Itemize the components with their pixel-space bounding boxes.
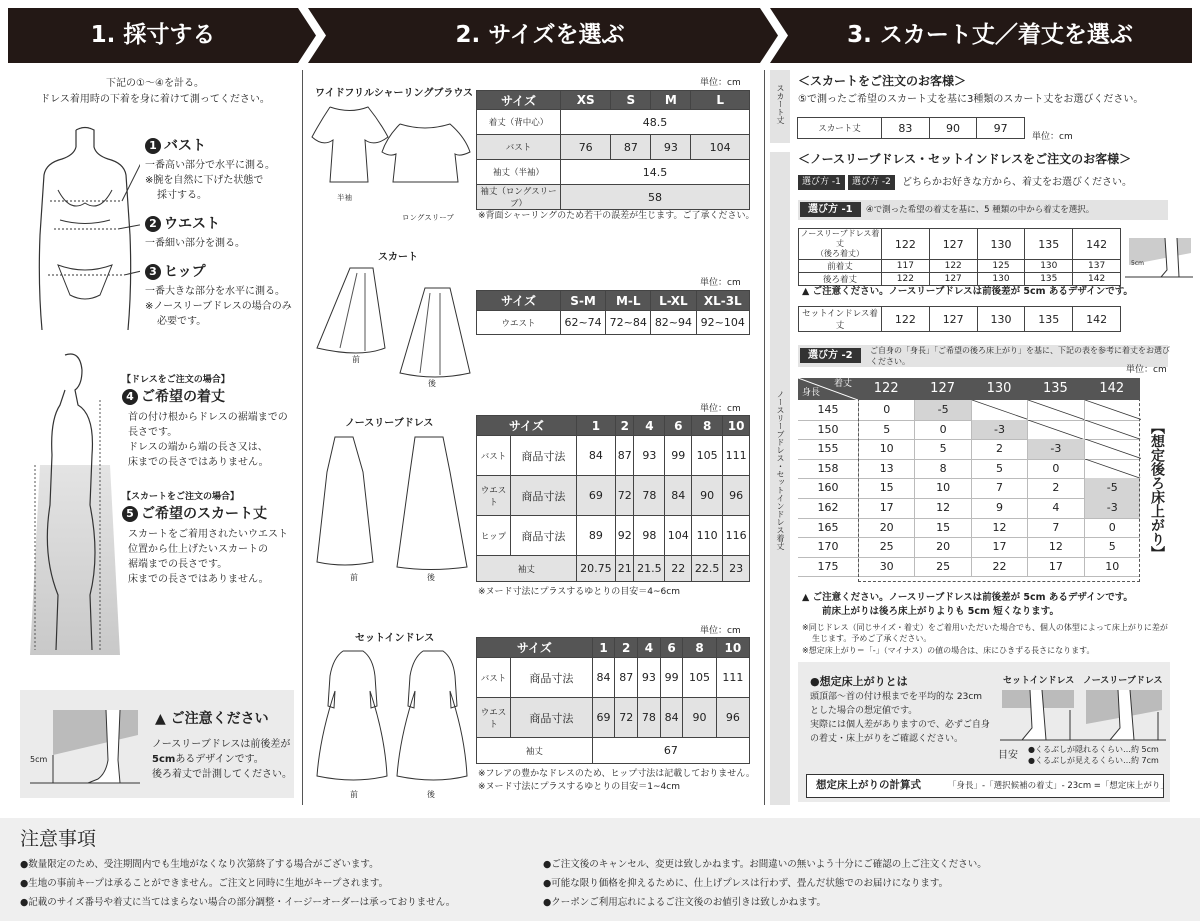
blouse-label-long: ロングスリーブ (402, 213, 454, 222)
dress-customer-desc: どちらかお好きな方から、着丈をお選びください。 (902, 177, 1132, 188)
skirt-desc-3: 裾端までの長さです。 (128, 559, 228, 570)
unit-label: 単位：cm (700, 78, 741, 88)
lookup-corner-top: 着丈 (834, 379, 853, 389)
lookup-cell: 10 (914, 478, 970, 498)
caution-heading: ▲ ご注意ください (155, 711, 269, 727)
step3-title: 3. スカート丈／着丈を選ぶ (847, 22, 1133, 48)
lookup-cell: 15 (914, 518, 970, 538)
length-desc-3: ドレスの端から端の長さ又は、 (128, 442, 268, 453)
skirt-desc-1: スカートをご着用されたいウエスト (128, 529, 288, 540)
caution-5cm-label: 5cm (30, 755, 48, 764)
caution-1: ▲ ご注意ください。ノースリーブドレスは前後差が 5cm あるデザインです。 (802, 286, 1133, 297)
setin-illustration (315, 646, 475, 786)
lookup-cell: 12 (971, 518, 1027, 538)
measure-intro-2: ドレス着用時の下着を身に着けて測ってください。 (40, 94, 270, 105)
lookup-cell: -3 (1084, 498, 1140, 518)
note-1b: 生じます。予めご了承ください。 (812, 634, 932, 643)
skirt-length-table: スカート丈 83 90 97 (797, 117, 1025, 139)
bust-desc-1: 一番高い部分で水平に測る。 (145, 160, 275, 171)
skirt-order-note: 【スカートをご注文の場合】 (122, 492, 240, 502)
lookup-cell: 13 (858, 459, 914, 479)
method-1-desc: ④で測った希望の着丈を基に、5 種類の中から着丈を選択。 (866, 205, 1095, 215)
sleeveless-label-back: 後 (427, 573, 435, 582)
warning-icon: ▲ (802, 592, 810, 603)
skirt-desc-4: 床までの長さではありません。 (128, 574, 269, 585)
lookup-cell: 25 (858, 537, 914, 557)
setin-note-1: ※フレアの豊かなドレスのため、ヒップ寸法は記載しておりません。 (478, 769, 755, 779)
formula-text: 「身長」-「選択候補の着丈」- 23cm =「想定床上がり」 (948, 781, 1169, 791)
caution-2a: ▲ ご注意ください。ノースリーブドレスは前後差が 5cm あるデザインです。 (802, 592, 1133, 603)
note-2: ※想定床上がり＝「-」（マイナス）の値の場合は、床にひきずる長さになります。 (802, 646, 1095, 655)
floor-rise-desc-4: の着丈・床上がりをご確認ください。 (810, 734, 964, 744)
num-1-icon: 1 (145, 138, 161, 154)
lookup-cell: -5 (914, 400, 970, 420)
side-tab-dress-label: ノースリーブドレス・セットインドレス着丈 (776, 390, 785, 550)
num-3-icon: 3 (145, 264, 161, 280)
dress-order-note: 【ドレスをご注文の場合】 (122, 375, 230, 385)
skirt-illustration (315, 263, 475, 378)
lookup-cell: -3 (971, 420, 1027, 440)
waist-heading: 2 ウエスト (145, 215, 220, 233)
lookup-row-header: 165 (817, 520, 839, 534)
setin-label-back: 後 (427, 790, 435, 799)
chevron-1-icon (298, 8, 330, 63)
method-1-table: ノースリーブドレス着丈 （後ろ着丈） 122 127 130 135 142 前着丈 117 122 125 130 137 後ろ着丈 122 127 130 135 142 (798, 228, 1121, 286)
lookup-cell: 15 (858, 478, 914, 498)
hem-diagram-5cm: 5cm (1131, 260, 1144, 267)
hem-illustration (28, 705, 143, 790)
lookup-cell: 4 (1027, 498, 1083, 518)
skirt-customer-title: ＜スカートをご注文のお客様＞ (798, 74, 967, 88)
lookup-cell: 2 (1027, 478, 1083, 498)
fig-sleeveless-label: ノースリーブドレス (1083, 676, 1163, 686)
step1-title: 1. 採寸する (90, 22, 216, 48)
lookup-grid-dashed-frame (858, 378, 1140, 582)
method-2-badge: 選び方 -2 (848, 175, 895, 190)
lookup-cell: 8 (914, 459, 970, 479)
lookup-cell: 0 (1027, 459, 1083, 479)
lookup-cell: 12 (1027, 537, 1083, 557)
lookup-col-header: 127 (930, 381, 955, 396)
method-2-desc-2: ください。 (870, 357, 910, 366)
lookup-col-header: 142 (1099, 381, 1125, 396)
bust-heading: 1 バスト (145, 137, 206, 155)
sleeveless-unit-label: 単位：cm (700, 404, 741, 414)
formula-title: 想定床上がりの計算式 (816, 779, 921, 791)
floor-rise-desc-1: 頭頂部〜首の付け根までを平均的な 23cm (810, 692, 983, 702)
divider-2 (764, 70, 765, 805)
skirt-size-table: サイズ S-M M-L L-XL XL-3L ウエスト 62~74 72~84 82~94 92~104 (476, 290, 750, 335)
floor-rise-desc-3: 実際には個人差がありますので、必ずご自身 (810, 720, 990, 730)
lookup-row-header: 162 (817, 501, 839, 514)
setin-unit-label: 単位：cm (700, 626, 741, 636)
caution-2b: 前床上がりは後ろ床上がりよりも 5cm 短くなります。 (822, 606, 1059, 617)
waist-desc-1: 一番細い部分を測る。 (145, 238, 245, 249)
side-tab-skirt-label: スカート丈 (776, 84, 785, 124)
lookup-row-header: 150 (817, 422, 839, 436)
lookup-cell: -5 (1084, 478, 1140, 498)
length-heading: 4 ご希望の着丈 (122, 388, 225, 406)
sleeveless-note: ※ヌード寸法にプラスするゆとりの目安＝4~6cm (478, 587, 680, 597)
lookup-corner-bottom: 身長 (802, 388, 821, 398)
length-desc-4: 床までの長さではありません。 (128, 457, 269, 468)
caution-desc-1: ノースリーブドレスは前後差が (152, 739, 291, 750)
bust-desc-3: 採寸する。 (157, 190, 207, 201)
skirt-label-back: 後 (428, 379, 436, 388)
skirt-unit-label: 単位：cm (700, 278, 741, 288)
notes-right-3: ●クーポンご利用忘れによるご注文後のお値引きは致しかねます。 (543, 897, 827, 908)
lookup-cell: 20 (914, 537, 970, 557)
measure-intro-1: 下記の①〜④を計る。 (106, 78, 204, 89)
lookup-cell: 5 (914, 439, 970, 459)
skirt-label-front: 前 (352, 355, 360, 364)
lookup-cell: 20 (858, 518, 914, 538)
notes-title: 注意事項 (20, 828, 97, 850)
lookup-row-header: 158 (817, 461, 839, 475)
lookup-cell: 10 (1084, 557, 1140, 577)
num-4-icon: 4 (122, 389, 138, 405)
lookup-cell: 25 (914, 557, 970, 577)
step2-title: 2. サイズを選ぶ (455, 22, 625, 48)
notes-right-1: ●ご注文後のキャンセル、変更は致しかねます。お間違いの無いよう十分にご確認の上ご注文ください。 (543, 859, 987, 870)
lookup-cell: 7 (1027, 518, 1083, 538)
lookup-cell: 22 (971, 557, 1027, 577)
lookup-row-header: 145 (817, 403, 839, 416)
method-2-unit: 単位：cm (1126, 365, 1167, 375)
skirt-length-heading: 5 ご希望のスカート丈 (122, 505, 267, 523)
lookup-row-header: 170 (817, 540, 839, 554)
lookup-cell: 5 (858, 420, 914, 440)
lookup-cell: 17 (1027, 557, 1083, 577)
sleeveless-illustration (315, 432, 475, 572)
lookup-col-header: 122 (873, 381, 899, 396)
lookup-cell: 9 (971, 498, 1027, 518)
lookup-cell: 30 (858, 557, 914, 577)
method-1-label: 選び方 -1 (800, 202, 861, 217)
meyasu-1: ●くるぶしが隠れるくらい…約 5cm (1028, 745, 1159, 754)
blouse-note: ※背面シャーリングのため若干の誤差が生じます。ご了承ください。 (478, 211, 755, 221)
num-5-icon: 5 (122, 506, 138, 522)
sleeveless-name: ノースリーブドレス (345, 418, 434, 429)
lookup-col-header: 135 (1042, 381, 1068, 396)
hip-heading: 3 ヒップ (145, 263, 206, 281)
lookup-cell: 0 (1084, 518, 1140, 538)
lookup-cell: 2 (971, 439, 1027, 459)
lookup-row-header: 175 (817, 559, 839, 573)
lookup-cell: 17 (858, 498, 914, 518)
lookup-cell: 0 (858, 400, 914, 420)
hip-desc-1: 一番大きな部分を水平に測る。 (145, 286, 285, 297)
caution-desc-2: 5cmあるデザインです。 (152, 754, 264, 765)
lookup-cell: 12 (914, 498, 970, 518)
fig-setin-label: セットインドレス (1003, 676, 1075, 686)
divider-1 (302, 70, 303, 805)
floor-rise-illustration (1000, 688, 1166, 746)
body-front-illustration (30, 125, 140, 335)
method-1-badge: 選び方 -1 (798, 175, 845, 190)
warning-icon: ▲ (155, 711, 166, 727)
lookup-cell: 0 (914, 420, 970, 440)
dress-customer-title: ＜ノースリーブドレス・セットインドレスをご注文のお客様＞ (798, 152, 1132, 166)
blouse-label-short: 半袖 (337, 193, 352, 202)
setin-note-2: ※ヌード寸法にプラスするゆとりの目安＝1~4cm (478, 782, 680, 792)
hip-desc-2: ※ノースリーブドレスの場合のみ (145, 301, 292, 312)
lookup-cell: 7 (971, 478, 1027, 498)
setin-name: セットインドレス (355, 633, 435, 644)
lookup-row-header: 160 (817, 481, 839, 495)
meyasu-label: 目安 (998, 750, 1018, 761)
bust-desc-2: ※腕を自然に下げた状態で (145, 175, 264, 186)
skirt-length-unit: 単位：cm (1032, 132, 1073, 142)
meyasu-2: ●くるぶしが見えるくらい…約 7cm (1028, 756, 1159, 765)
warning-icon: ▲ (802, 286, 810, 297)
skirt-desc-2: 位置から仕上げたいスカートの (128, 544, 268, 555)
blouse-size-table: サイズ XS S M L 着丈（背中心） 48.5 バスト 76 87 93 104 袖丈（半袖） 14.5 袖丈（ロングスリーブ） 58 (476, 90, 750, 210)
notes-left-1: ●数量限定のため、受注期間内でも生地がなくなり次第終了する場合がございます。 (20, 859, 379, 870)
num-2-icon: 2 (145, 216, 161, 232)
length-desc-2: 長さです。 (128, 427, 178, 438)
lookup-cell: 17 (971, 537, 1027, 557)
lookup-col-header: 130 (986, 381, 1012, 396)
sleeveless-size-table: サイズ 1 2 4 6 8 10 バスト 商品寸法 84 87 93 99 105 111 ウエスト 商品寸法 69 72 78 84 90 96 ヒップ 商品寸法 89 92 98 104 110 116 袖丈 20.75 21 21.5 22 22.5 23 (476, 415, 750, 582)
setin-label-front: 前 (350, 790, 358, 799)
lookup-cell: -3 (1027, 439, 1083, 459)
lookup-cell: 10 (858, 439, 914, 459)
note-1a: ※同じドレス（同じサイズ・着丈）をご着用いただいた場合でも、個人の体型によって床上がりに差が (802, 623, 1168, 632)
notes-left-2: ●生地の事前キープは承ることができません。ご注文と同時に生地がキープされます。 (20, 878, 389, 889)
floor-rise-desc-2: とした場合の想定値です。 (810, 706, 918, 716)
method-2-desc-1: ご自身の「身長」「ご希望の後ろ床上がり」を基に、下記の表を参考に着丈をお選び (870, 346, 1170, 355)
lookup-row-header: 155 (817, 442, 839, 456)
setin-length-table: セットインドレス着丈 122 127 130 135 142 (798, 306, 1121, 332)
lookup-cell: 5 (1084, 537, 1140, 557)
floor-rise-title: ●想定床上がりとは (810, 675, 908, 688)
blouse-illustration (310, 102, 475, 197)
caution-desc-3: 後ろ着丈で計測してください。 (152, 769, 292, 780)
lookup-cell: 5 (971, 459, 1027, 479)
method-2-label: 選び方 -2 (800, 348, 861, 363)
lookup-side-label: 【想定後ろ床上がり】 (1149, 420, 1165, 560)
notes-left-3: ●記載のサイズ番号や着丈に当てはまらない場合の部分調整・イージーオーダーは承っておりません。 (20, 897, 456, 908)
chevron-2-icon (760, 8, 792, 63)
skirt-name: スカート (378, 252, 418, 263)
length-desc-1: 首の付け根からドレスの裾端までの (128, 412, 288, 423)
setin-size-table: サイズ 1 2 4 6 8 10 バスト 商品寸法 84 87 93 99 105 111 ウエスト 商品寸法 69 72 78 84 90 96 袖丈 67 (476, 637, 750, 764)
blouse-name: ワイドフリルシャーリングブラウス (315, 88, 474, 99)
body-side-illustration (20, 345, 130, 665)
skirt-customer-desc: ⑤で測ったご希望のスカート丈を基に3種類のスカート丈をお選びください。 (798, 94, 1144, 105)
notes-right-2: ●可能な限り価格を抑えるために、仕上げプレスは行わず、畳んだ状態でのお届けになります。 (543, 878, 949, 889)
hip-desc-3: 必要です。 (157, 316, 207, 327)
sleeveless-label-front: 前 (350, 573, 358, 582)
